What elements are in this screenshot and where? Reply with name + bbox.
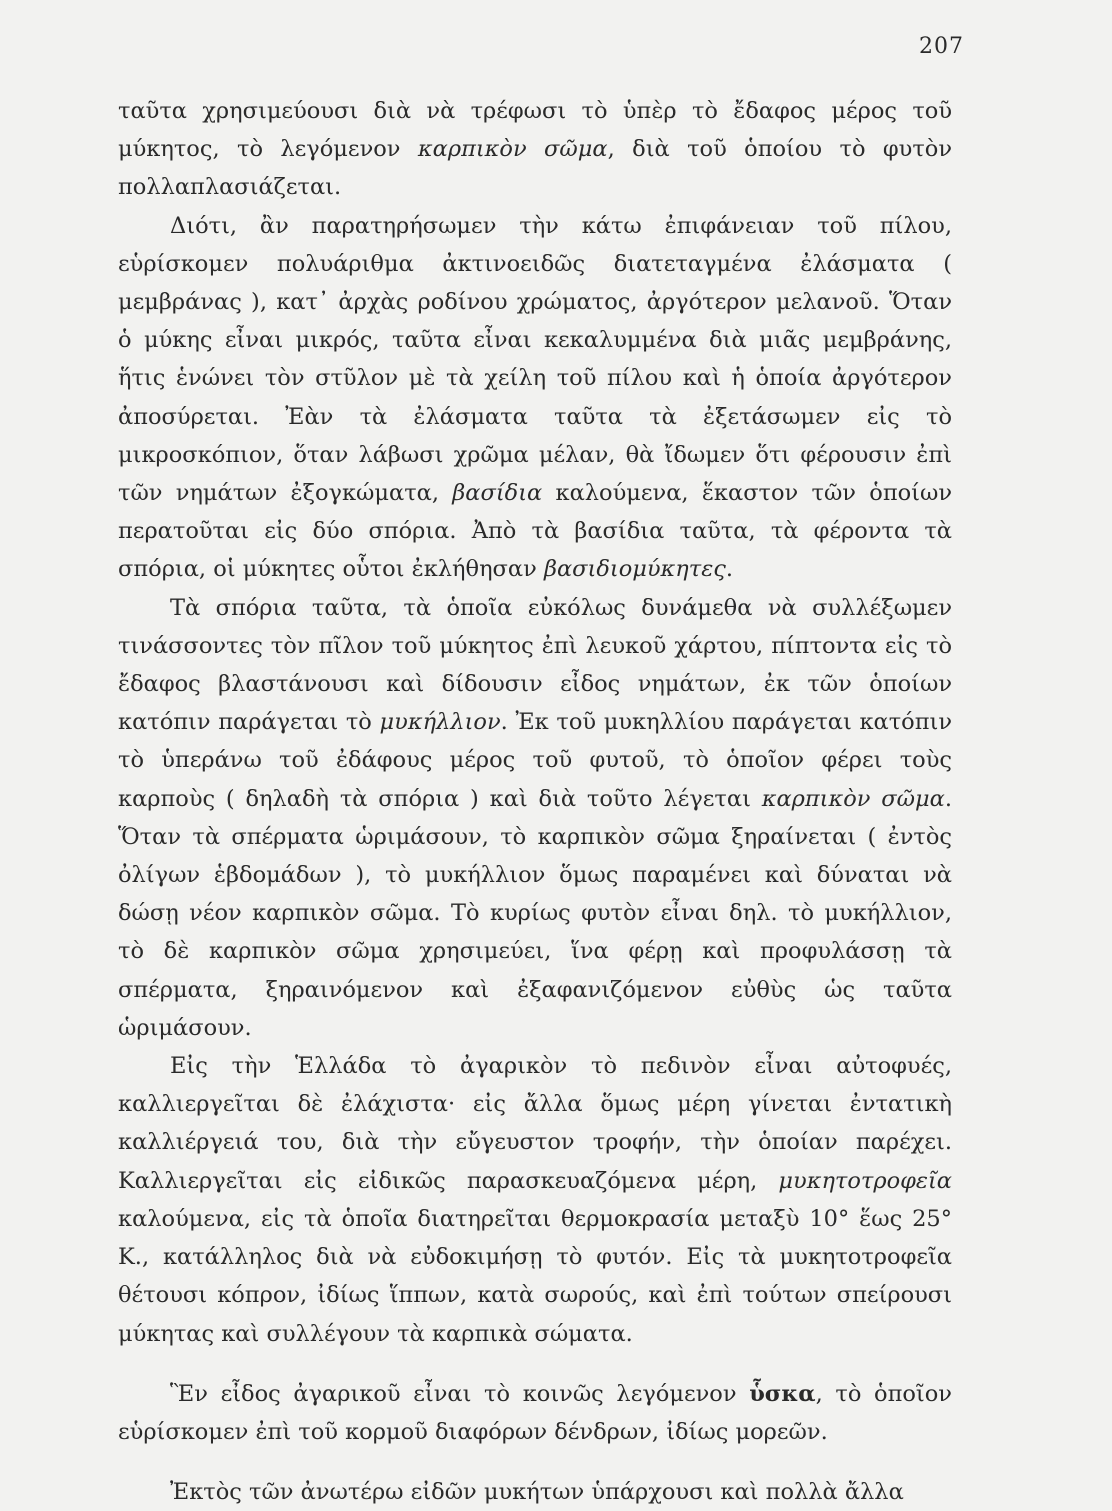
paragraph: ταῦτα χρησιμεύουσι διὰ νὰ τρέφωσι τὸ ὑπὲρ τὸ ἔδαφος μέρος τοῦ μύκητος, τὸ λεγόμενον καρπικὸν σῶμα, διὰ τοῦ ὁποίου τὸ φυτὸν πολλαπλασιάζεται. [118, 98, 953, 201]
bold-term: ὗσκα [749, 1380, 816, 1407]
body-text [118, 92, 952, 1511]
italic-term: καρπικὸν σῶμα [417, 136, 608, 163]
paragraph: Διότι, ἂν παρατηρήσωμεν τὴν κάτω ἐπιφάνειαν τοῦ πίλου, εὑρίσκομεν πολυάριθμα ἀκτινοειδῶς διατεταγμένα ἐλάσματα ( μεμβράνας ), κατ᾽ ἀρχὰς ροδίνου χρώματος, ἀργότερον μελανοῦ. Ὅταν ὁ μύκης εἶναι μικρός, ταῦτα εἶναι κεκαλυμμένα διὰ μιᾶς μεμβράνης, ἥτις ἑνώνει τὸν στῦλον μὲ τὰ χείλη τοῦ πίλου καὶ ἡ ὁποία ἀργότερον ἀποσύρεται. Ἐὰν τὰ ἐλάσματα ταῦτα τὰ ἐξετάσωμεν εἰς τὸ μικροσκόπιον, ὅταν λάβωσι χρῶμα μέλαν, θὰ ἴδωμεν ὅτι φέρουσιν ἐπὶ τῶν νημάτων ἐξογκώματα, βασίδια καλούμενα, ἕκαστον τῶν ὁποίων περατοῦται εἰς δύο σπόρια. Ἀπὸ τὰ βασίδια ταῦτα, τὰ φέροντα τὰ σπόρια, οἱ μύκητες οὗτοι ἐκλήθησαν βασιδιομύκητες. [118, 212, 953, 583]
italic-term: μυκήλλιον [379, 709, 501, 736]
paragraph: Ἓν εἶδος ἀγαρικοῦ εἶναι τὸ κοινῶς λεγόμενον ὗσκα, τὸ ὁποῖον εὑρίσκομεν ἐπὶ τοῦ κορμοῦ διαφόρων δένδρων, ἰδίως μορεῶν. [118, 1380, 952, 1445]
italic-term: βασιδιομύκητες [543, 556, 726, 583]
paragraph: Τὰ σπόρια ταῦτα, τὰ ὁποῖα εὐκόλως δυνάμεθα νὰ συλλέξωμεν τινάσσοντες τὸν πῖλον τοῦ μύκητος ἐπὶ λευκοῦ χάρτου, πίπτοντα εἰς τὸ ἔδαφος βλαστάνουσι καὶ δίδουσιν εἶδος νημάτων, ἐκ τῶν ὁποίων κατόπιν παράγεται τὸ μυκήλλιον. Ἐκ τοῦ μυκηλλίου παράγεται κατόπιν τὸ ὑπεράνω τοῦ ἐδάφους μέρος τοῦ φυτοῦ, τὸ ὁποῖον φέρει τοὺς καρποὺς ( δηλαδὴ τὰ σπόρια ) καὶ διὰ τοῦτο λέγεται καρπικὸν σῶμα. Ὅταν τὰ σπέρματα ὡριμάσουν, τὸ καρπικὸν σῶμα ξηραίνεται ( ἐντὸς ὀλίγων ἑβδομάδων ), τὸ μυκήλλιον ὅμως παραμένει καὶ δύναται νὰ δώσῃ νέον καρπικὸν σῶμα. Τὸ κυρίως φυτὸν εἶναι δηλ. τὸ μυκήλλιον, τὸ δὲ καρπικὸν σῶμα χρησιμεύει, ἵνα φέρῃ καὶ προφυλάσσῃ τὰ σπέρματα, ξηραινόμενον καὶ ἐξαφανιζόμενον εὐθὺς ὡς ταῦτα ὡριμάσουν. [118, 594, 952, 1041]
page-number: 207 [919, 34, 964, 59]
italic-term: καρπικὸν σῶμα [761, 785, 945, 812]
paragraph: Εἰς τὴν Ἑλλάδα τὸ ἀγαρικὸν τὸ πεδινὸν εἶναι αὐτοφυές, καλλιεργεῖται δὲ ἐλάχιστα· εἰς ἄλλα ὅμως μέρη γίνεται ἐντατικὴ καλλιέργειά του, διὰ τὴν εὔγευστον τροφήν, τὴν ὁποίαν παρέχει. Καλλιεργεῖται εἰς εἰδικῶς παρασκευαζόμενα μέρη, μυκητοτροφεῖα καλούμενα, εἰς τὰ ὁποῖα διατηρεῖται θερμοκρασία μεταξὺ 10° ἕως 25° Κ., κατάλληλος διὰ νὰ εὐδοκιμήσῃ τὸ φυτόν. Εἰς τὰ μυκητοτροφεῖα θέτουσι κόπρον, ἰδίως ἵππων, κατὰ σωρούς, καὶ ἐπὶ τούτων σπείρουσι μύκητας καὶ συλλέγουν τὰ καρπικὰ σώματα. [118, 1053, 952, 1347]
italic-term: βασίδια [452, 480, 543, 507]
paragraph: Ἐκτὸς τῶν ἀνωτέρω εἰδῶν μυκήτων ὑπάρχουσι καὶ πολλὰ ἄλλα [170, 1479, 904, 1506]
italic-term: μυκητοτροφεῖα [778, 1167, 952, 1194]
